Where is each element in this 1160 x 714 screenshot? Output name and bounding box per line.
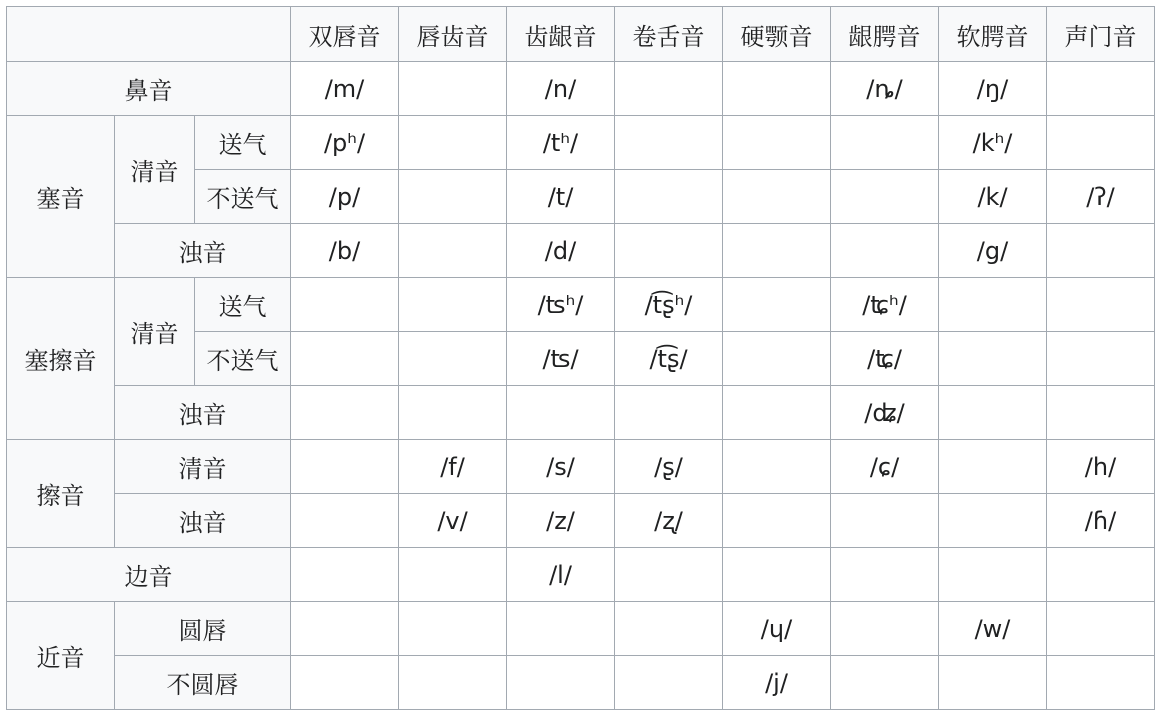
- phoneme-cell: /p/: [291, 170, 399, 224]
- phoneme-cell: [615, 602, 723, 656]
- phoneme-cell: /t/: [507, 170, 615, 224]
- sub-aspirated: 送气: [195, 278, 291, 332]
- phoneme-cell: /ʐ/: [615, 494, 723, 548]
- phoneme-cell: [291, 548, 399, 602]
- phoneme-cell: /ʂ/: [615, 440, 723, 494]
- phoneme-cell: /b/: [291, 224, 399, 278]
- phoneme-cell: [291, 386, 399, 440]
- phoneme-cell: /h/: [1047, 440, 1155, 494]
- phoneme-cell: [723, 116, 831, 170]
- phoneme-cell: [723, 494, 831, 548]
- phoneme-cell: [507, 602, 615, 656]
- phoneme-cell: /t͡ʂʰ/: [615, 278, 723, 332]
- phoneme-cell: [939, 440, 1047, 494]
- phoneme-cell: [1047, 116, 1155, 170]
- phoneme-cell: [615, 386, 723, 440]
- phoneme-cell: [399, 278, 507, 332]
- phoneme-cell: [291, 278, 399, 332]
- phoneme-cell: [939, 278, 1047, 332]
- phoneme-cell: [507, 656, 615, 710]
- phoneme-cell: [723, 62, 831, 116]
- phoneme-cell: /pʰ/: [291, 116, 399, 170]
- phoneme-cell: /n/: [507, 62, 615, 116]
- phoneme-cell: [831, 116, 939, 170]
- phoneme-cell: [1047, 332, 1155, 386]
- phoneme-cell: /l/: [507, 548, 615, 602]
- phoneme-cell: [1047, 548, 1155, 602]
- sub-rounded: 圆唇: [115, 602, 291, 656]
- sub-unrounded: 不圆唇: [115, 656, 291, 710]
- phoneme-cell: /t͡ʂ/: [615, 332, 723, 386]
- header-alveolar: 齿龈音: [507, 7, 615, 62]
- phoneme-cell: [831, 656, 939, 710]
- row-lateral: [7, 548, 1155, 602]
- phoneme-cell: [615, 62, 723, 116]
- phoneme-cell: [291, 494, 399, 548]
- header-glottal: 声门音: [1047, 7, 1155, 62]
- manner-stop: 塞音: [7, 116, 115, 278]
- phoneme-cell: [399, 656, 507, 710]
- phoneme-cell: /m/: [291, 62, 399, 116]
- manner-lateral: 边音: [7, 548, 291, 602]
- phoneme-cell: [831, 548, 939, 602]
- phoneme-cell: [939, 656, 1047, 710]
- row-stop-voiceless-aspirated: [7, 116, 1155, 170]
- phoneme-cell: /j/: [723, 656, 831, 710]
- phoneme-cell: /s/: [507, 440, 615, 494]
- phoneme-cell: [1047, 62, 1155, 116]
- sub-aspirated: 送气: [195, 116, 291, 170]
- corner-cell: [7, 7, 291, 62]
- row-approximant-unrounded: [7, 656, 1155, 710]
- phoneme-cell: [399, 386, 507, 440]
- phoneme-cell: [939, 332, 1047, 386]
- phoneme-cell: [831, 170, 939, 224]
- sub-voiced: 浊音: [115, 224, 291, 278]
- phoneme-cell: [1047, 224, 1155, 278]
- phoneme-cell: [1047, 656, 1155, 710]
- phoneme-cell: /ʔ/: [1047, 170, 1155, 224]
- phoneme-cell: /ɦ/: [1047, 494, 1155, 548]
- phoneme-cell: [399, 62, 507, 116]
- phoneme-cell: [723, 278, 831, 332]
- phoneme-cell: /ɥ/: [723, 602, 831, 656]
- sub-voiced: 浊音: [115, 494, 291, 548]
- phoneme-cell: [291, 602, 399, 656]
- row-fricative-voiced: [7, 494, 1155, 548]
- phoneme-cell: /ʦʰ/: [507, 278, 615, 332]
- header-bilabial: 双唇音: [291, 7, 399, 62]
- phoneme-cell: /k/: [939, 170, 1047, 224]
- phoneme-cell: /ɕ/: [831, 440, 939, 494]
- manner-affricate: 塞擦音: [7, 278, 115, 440]
- sub-unaspirated: 不送气: [195, 170, 291, 224]
- phoneme-cell: [291, 440, 399, 494]
- phoneme-cell: /ȵ/: [831, 62, 939, 116]
- phoneme-cell: [399, 332, 507, 386]
- phoneme-cell: [723, 170, 831, 224]
- phoneme-cell: /ʨ/: [831, 332, 939, 386]
- row-nasal: [7, 62, 1155, 116]
- phoneme-cell: [939, 494, 1047, 548]
- phoneme-cell: [399, 116, 507, 170]
- sub-voiceless: 清音: [115, 440, 291, 494]
- phoneme-cell: [399, 170, 507, 224]
- phoneme-cell: /ʥ/: [831, 386, 939, 440]
- phoneme-cell: /w/: [939, 602, 1047, 656]
- sub-voiceless: 清音: [115, 278, 195, 386]
- row-stop-voiced: [7, 224, 1155, 278]
- phoneme-cell: [723, 332, 831, 386]
- phoneme-cell: /ŋ/: [939, 62, 1047, 116]
- phoneme-cell: [615, 548, 723, 602]
- phoneme-cell: /z/: [507, 494, 615, 548]
- phoneme-cell: /tʰ/: [507, 116, 615, 170]
- phoneme-cell: [1047, 386, 1155, 440]
- phoneme-cell: [831, 224, 939, 278]
- phoneme-cell: /kʰ/: [939, 116, 1047, 170]
- row-affricate-voiceless-aspirated: [7, 278, 1155, 332]
- phoneme-cell: [615, 656, 723, 710]
- phoneme-cell: [399, 224, 507, 278]
- phoneme-cell: [939, 548, 1047, 602]
- phoneme-cell: /ʦ/: [507, 332, 615, 386]
- sub-voiceless: 清音: [115, 116, 195, 224]
- phoneme-cell: [615, 116, 723, 170]
- phoneme-cell: [291, 332, 399, 386]
- row-approximant-rounded: [7, 602, 1155, 656]
- row-fricative-voiceless: [7, 440, 1155, 494]
- phoneme-cell: [1047, 278, 1155, 332]
- manner-fricative: 擦音: [7, 440, 115, 548]
- phoneme-cell: [831, 602, 939, 656]
- phoneme-cell: [507, 386, 615, 440]
- phoneme-cell: /ʨʰ/: [831, 278, 939, 332]
- phoneme-cell: [1047, 602, 1155, 656]
- phoneme-cell: [399, 602, 507, 656]
- phoneme-cell: /d/: [507, 224, 615, 278]
- sub-voiced: 浊音: [115, 386, 291, 440]
- phoneme-cell: /v/: [399, 494, 507, 548]
- phoneme-cell: [291, 656, 399, 710]
- header-alveolo-palatal: 龈腭音: [831, 7, 939, 62]
- phoneme-cell: [615, 224, 723, 278]
- header-retroflex: 卷舌音: [615, 7, 723, 62]
- phoneme-cell: [723, 440, 831, 494]
- phoneme-cell: [399, 548, 507, 602]
- phoneme-cell: [723, 224, 831, 278]
- phoneme-cell: [723, 548, 831, 602]
- phoneme-cell: [723, 386, 831, 440]
- phoneme-cell: [831, 494, 939, 548]
- manner-nasal: 鼻音: [7, 62, 291, 116]
- header-labiodental: 唇齿音: [399, 7, 507, 62]
- header-velar: 软腭音: [939, 7, 1047, 62]
- row-affricate-voiced: [7, 386, 1155, 440]
- phoneme-cell: [615, 170, 723, 224]
- phoneme-cell: /f/: [399, 440, 507, 494]
- consonant-table: [6, 6, 1155, 710]
- manner-approximant: 近音: [7, 602, 115, 710]
- header-palatal: 硬颚音: [723, 7, 831, 62]
- phoneme-cell: /g/: [939, 224, 1047, 278]
- phoneme-cell: [939, 386, 1047, 440]
- header-row: [7, 7, 1155, 62]
- sub-unaspirated: 不送气: [195, 332, 291, 386]
